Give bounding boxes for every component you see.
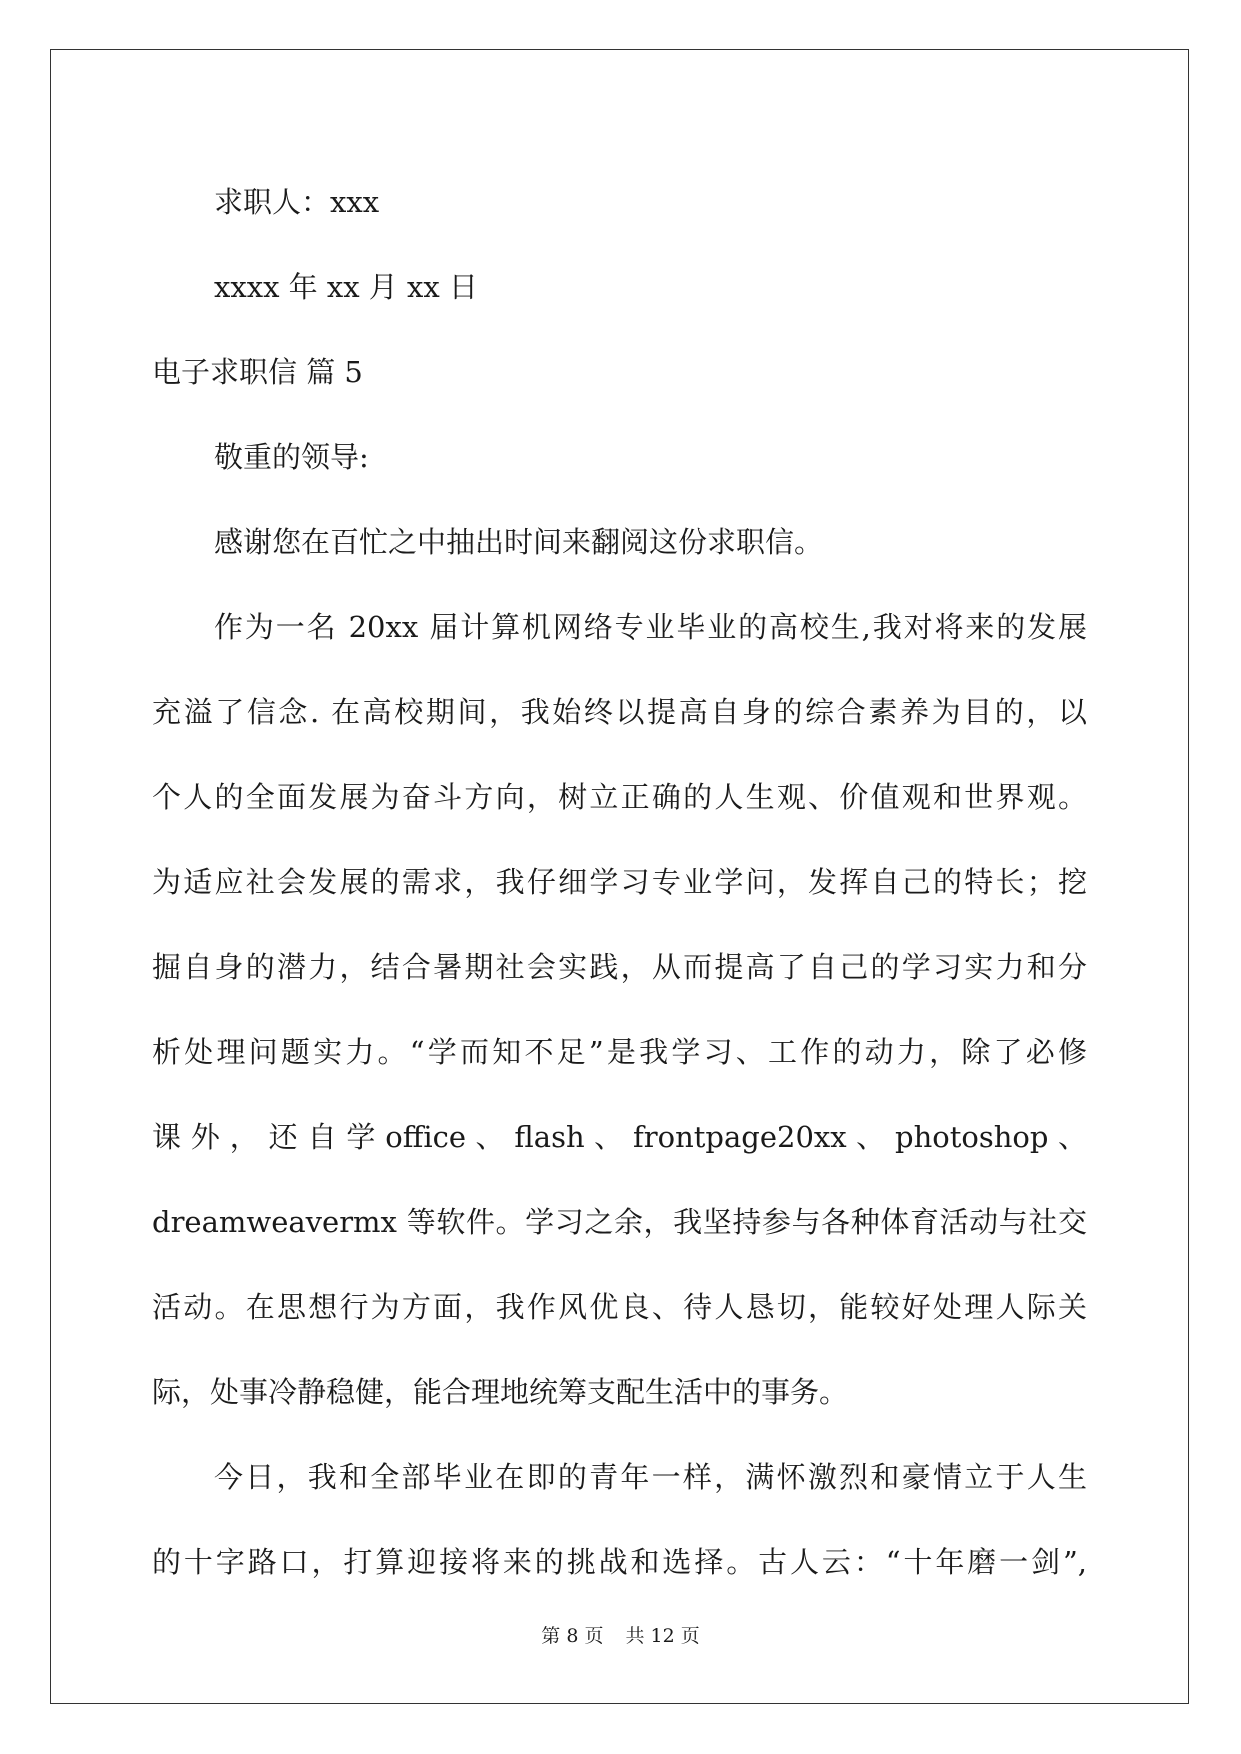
text-line: 今日，我和全部毕业在即的青年一样，满怀激烈和豪情立于人生: [214, 1460, 1087, 1494]
text-line: 析处理问题实力。“学而知不足”是我学习、工作的动力，除了必修: [152, 1035, 1087, 1069]
page-footer: [0, 1621, 1241, 1648]
text-line: 感谢您在百忙之中抽出时间来翻阅这份求职信。: [214, 525, 824, 559]
page-number: 第 8 页: [541, 1625, 604, 1647]
text-line: dreamweavermx 等软件。学习之余，我坚持参与各种体育活动与社交: [152, 1205, 1087, 1239]
page-total: 共 12 页: [625, 1625, 700, 1647]
text-line: 掘自身的潜力，结合暑期社会实践，从而提高了自己的学习实力和分: [152, 950, 1087, 984]
text-line: 充溢了信念. 在高校期间，我始终以提高自身的综合素养为目的，以: [152, 695, 1087, 729]
text-line: 作为一名 20xx 届计算机网络专业毕业的高校生,我对将来的发展: [214, 610, 1087, 644]
text-line: 活动。在思想行为方面，我作风优良、待人恳切，能较好处理人际关: [152, 1290, 1087, 1324]
text-line: 电子求职信 篇 5: [152, 355, 363, 389]
text-line: 际，处事冷静稳健，能合理地统筹支配生活中的事务。: [152, 1375, 849, 1409]
text-line: 求职人：xxx: [214, 185, 380, 219]
text-line: 敬重的领导:: [214, 440, 369, 474]
text-line: 课 外 ， 还 自 学 office 、 flash 、 frontpage20xx 、 photoshop 、: [152, 1120, 1087, 1154]
text-line: 个人的全面发展为奋斗方向，树立正确的人生观、价值观和世界观。: [152, 780, 1087, 814]
text-line: 的十字路口，打算迎接将来的挑战和选择。古人云：“十年磨一剑”,: [152, 1545, 1087, 1579]
document-body: [152, 160, 1087, 1605]
text-line: xxxx 年 xx 月 xx 日: [214, 270, 478, 304]
text-line: 为适应社会发展的需求，我仔细学习专业学问，发挥自己的特长；挖: [152, 865, 1087, 899]
